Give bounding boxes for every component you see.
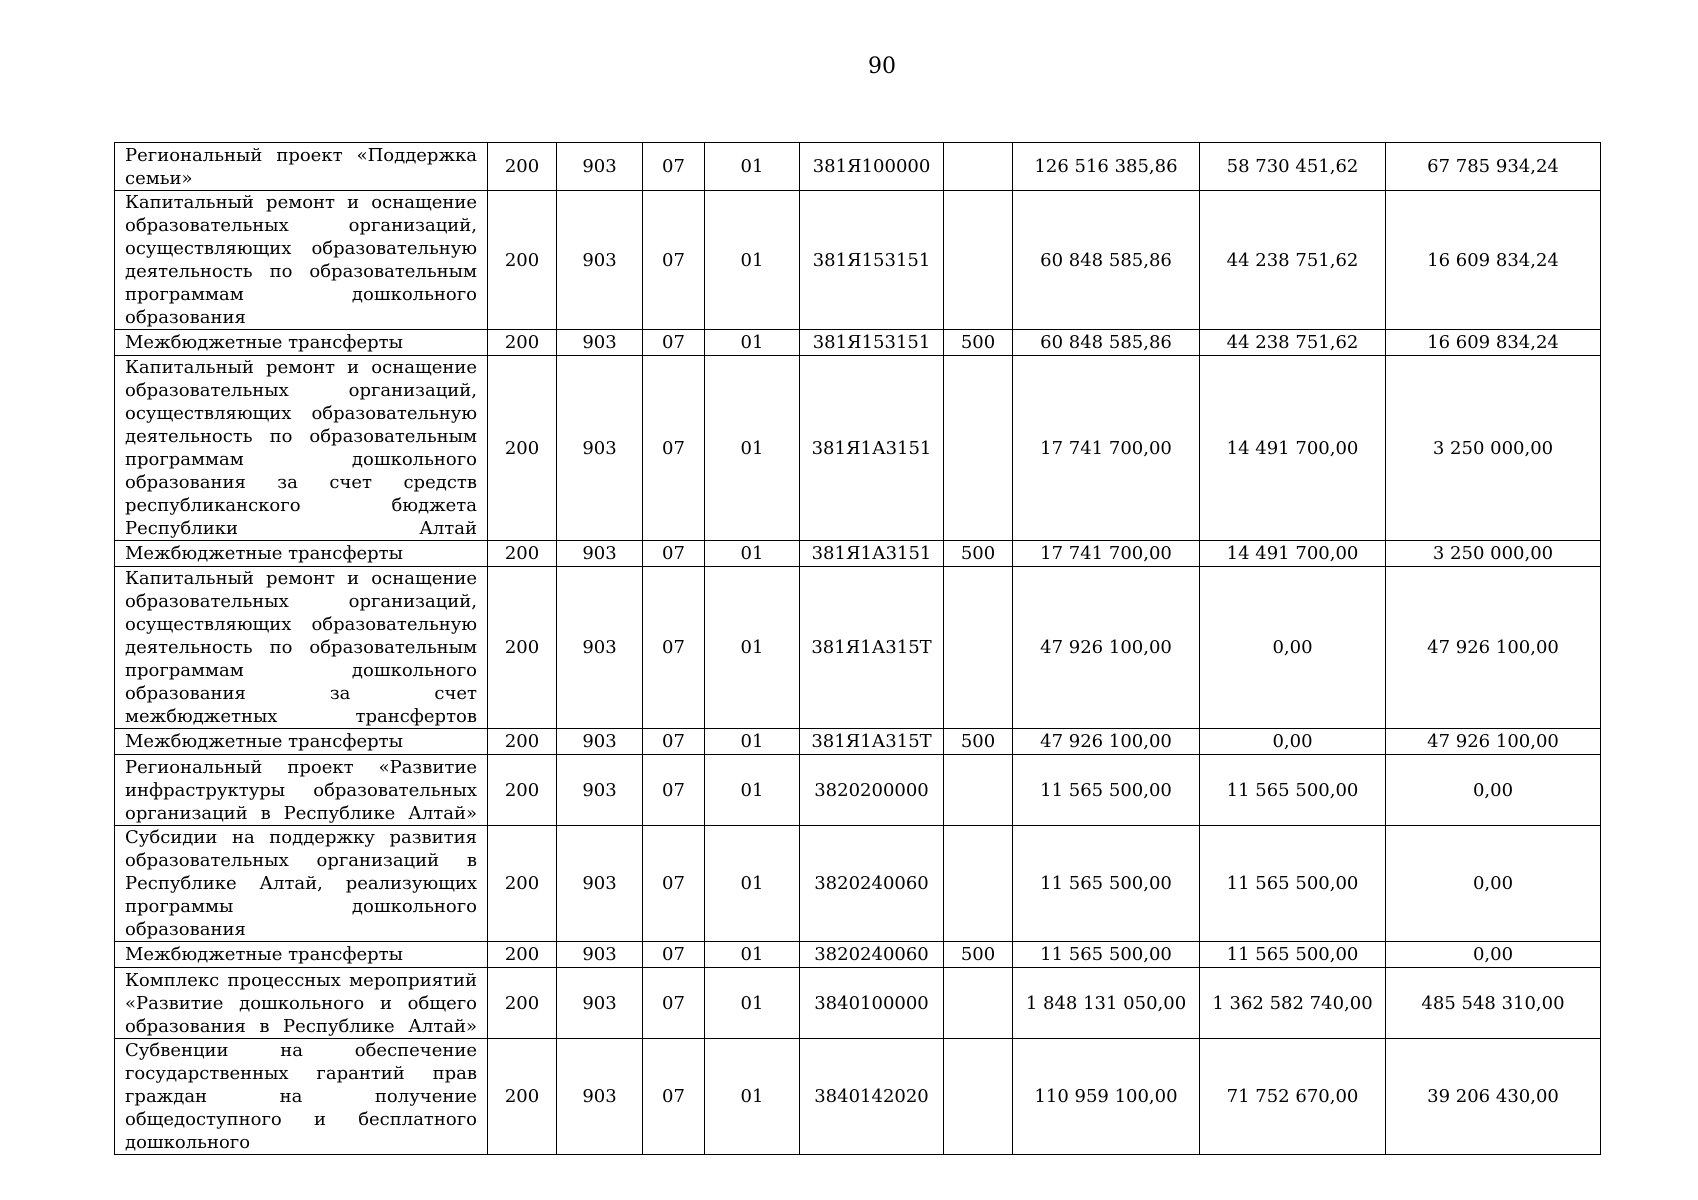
row-section-cell: 07: [643, 191, 705, 330]
row-subsection-cell: 01: [705, 143, 800, 191]
row-amount-total-cell: 110 959 100,00: [1013, 1039, 1200, 1155]
row-section-cell: 07: [643, 541, 705, 567]
row-subsection-cell: 01: [705, 541, 800, 567]
row-target-article-cell: 3820240060: [800, 942, 944, 968]
table-row: [115, 191, 1601, 330]
row-admin-cell: 903: [557, 826, 643, 942]
row-section-cell: 07: [643, 567, 705, 729]
row-name-cell: Региональный проект «Развитие инфраструктуры образовательных организаций в Республике Алтай»: [115, 755, 488, 826]
row-subsection-cell: 01: [705, 1039, 800, 1155]
row-amount-3-cell: 0,00: [1386, 826, 1601, 942]
row-subsection-cell: 01: [705, 729, 800, 755]
row-target-article-cell: 381Я1А3151: [800, 541, 944, 567]
row-expense-type-cell: [944, 143, 1013, 191]
row-amount-total-cell: 11 565 500,00: [1013, 755, 1200, 826]
row-amount-3-cell: 39 206 430,00: [1386, 1039, 1601, 1155]
table-row: [115, 826, 1601, 942]
row-amount-total-cell: 17 741 700,00: [1013, 356, 1200, 541]
row-amount-total-cell: 47 926 100,00: [1013, 567, 1200, 729]
row-admin-cell: 903: [557, 541, 643, 567]
row-amount-3-cell: 485 548 310,00: [1386, 968, 1601, 1039]
row-target-article-cell: 3840100000: [800, 968, 944, 1039]
table-row: [115, 567, 1601, 729]
row-code-cell: 200: [488, 356, 557, 541]
row-amount-2-cell: 11 565 500,00: [1200, 942, 1386, 968]
row-section-cell: 07: [643, 755, 705, 826]
row-amount-2-cell: 14 491 700,00: [1200, 356, 1386, 541]
row-section-cell: 07: [643, 1039, 705, 1155]
row-expense-type-cell: [944, 1039, 1013, 1155]
page-number: 90: [868, 54, 896, 79]
row-admin-cell: 903: [557, 729, 643, 755]
row-admin-cell: 903: [557, 1039, 643, 1155]
row-subsection-cell: 01: [705, 755, 800, 826]
row-amount-3-cell: 16 609 834,24: [1386, 330, 1601, 356]
row-amount-2-cell: 0,00: [1200, 729, 1386, 755]
row-amount-3-cell: 3 250 000,00: [1386, 541, 1601, 567]
row-amount-2-cell: 71 752 670,00: [1200, 1039, 1386, 1155]
row-section-cell: 07: [643, 942, 705, 968]
row-amount-2-cell: 11 565 500,00: [1200, 755, 1386, 826]
row-amount-2-cell: 58 730 451,62: [1200, 143, 1386, 191]
row-name-cell: Региональный проект «Поддержка семьи»: [115, 143, 488, 191]
row-name-cell: Межбюджетные трансферты: [115, 942, 488, 968]
row-amount-3-cell: 0,00: [1386, 755, 1601, 826]
row-amount-2-cell: 14 491 700,00: [1200, 541, 1386, 567]
row-expense-type-cell: [944, 755, 1013, 826]
row-admin-cell: 903: [557, 567, 643, 729]
row-name-cell: Субвенции на обеспечение государственных гарантий прав граждан на получение общедоступного и бесплатного дошкольного: [115, 1039, 488, 1155]
row-amount-total-cell: 11 565 500,00: [1013, 826, 1200, 942]
table-row: [115, 755, 1601, 826]
row-name-cell: Межбюджетные трансферты: [115, 541, 488, 567]
row-expense-type-cell: 500: [944, 729, 1013, 755]
table-row: [115, 356, 1601, 541]
row-amount-2-cell: 0,00: [1200, 567, 1386, 729]
table-row: [115, 942, 1601, 968]
row-amount-3-cell: 67 785 934,24: [1386, 143, 1601, 191]
row-admin-cell: 903: [557, 755, 643, 826]
row-amount-total-cell: 1 848 131 050,00: [1013, 968, 1200, 1039]
row-amount-2-cell: 44 238 751,62: [1200, 330, 1386, 356]
row-amount-3-cell: 47 926 100,00: [1386, 729, 1601, 755]
row-admin-cell: 903: [557, 968, 643, 1039]
row-target-article-cell: 381Я1А315Т: [800, 567, 944, 729]
row-code-cell: 200: [488, 755, 557, 826]
row-expense-type-cell: [944, 567, 1013, 729]
row-subsection-cell: 01: [705, 968, 800, 1039]
row-amount-total-cell: 60 848 585,86: [1013, 330, 1200, 356]
row-subsection-cell: 01: [705, 826, 800, 942]
row-code-cell: 200: [488, 942, 557, 968]
row-subsection-cell: 01: [705, 191, 800, 330]
row-admin-cell: 903: [557, 191, 643, 330]
row-admin-cell: 903: [557, 143, 643, 191]
row-name-cell: Субсидии на поддержку развития образовательных организаций в Республике Алтай, реализующих программы дошкольного образования: [115, 826, 488, 942]
row-amount-total-cell: 60 848 585,86: [1013, 191, 1200, 330]
row-amount-total-cell: 126 516 385,86: [1013, 143, 1200, 191]
row-amount-total-cell: 47 926 100,00: [1013, 729, 1200, 755]
row-subsection-cell: 01: [705, 330, 800, 356]
table-row: [115, 541, 1601, 567]
row-name-cell: Межбюджетные трансферты: [115, 729, 488, 755]
row-code-cell: 200: [488, 1039, 557, 1155]
budget-table: [114, 142, 1601, 1155]
row-code-cell: 200: [488, 968, 557, 1039]
row-code-cell: 200: [488, 191, 557, 330]
row-amount-3-cell: 0,00: [1386, 942, 1601, 968]
row-expense-type-cell: [944, 191, 1013, 330]
table-row: [115, 968, 1601, 1039]
row-section-cell: 07: [643, 356, 705, 541]
row-target-article-cell: 3840142020: [800, 1039, 944, 1155]
row-subsection-cell: 01: [705, 942, 800, 968]
row-admin-cell: 903: [557, 356, 643, 541]
row-amount-2-cell: 1 362 582 740,00: [1200, 968, 1386, 1039]
row-section-cell: 07: [643, 143, 705, 191]
row-amount-3-cell: 3 250 000,00: [1386, 356, 1601, 541]
row-code-cell: 200: [488, 826, 557, 942]
row-expense-type-cell: [944, 968, 1013, 1039]
table-row: [115, 330, 1601, 356]
row-section-cell: 07: [643, 826, 705, 942]
row-expense-type-cell: 500: [944, 330, 1013, 356]
row-name-cell: Межбюджетные трансферты: [115, 330, 488, 356]
row-expense-type-cell: 500: [944, 541, 1013, 567]
row-target-article-cell: 381Я1А3151: [800, 356, 944, 541]
row-section-cell: 07: [643, 330, 705, 356]
row-subsection-cell: 01: [705, 567, 800, 729]
row-code-cell: 200: [488, 143, 557, 191]
row-target-article-cell: 381Я153151: [800, 330, 944, 356]
row-expense-type-cell: [944, 356, 1013, 541]
row-code-cell: 200: [488, 541, 557, 567]
row-name-cell: Капитальный ремонт и оснащение образовательных организаций, осуществляющих образовательную деятельность по образовательным программам дошкольного образования: [115, 191, 488, 330]
row-expense-type-cell: [944, 826, 1013, 942]
row-section-cell: 07: [643, 729, 705, 755]
table-row: [115, 1039, 1601, 1155]
row-code-cell: 200: [488, 567, 557, 729]
row-amount-total-cell: 11 565 500,00: [1013, 942, 1200, 968]
row-admin-cell: 903: [557, 330, 643, 356]
row-name-cell: Капитальный ремонт и оснащение образовательных организаций, осуществляющих образовательную деятельность по образовательным программам дошкольного образования за счет межбюджетных трансфертов: [115, 567, 488, 729]
row-code-cell: 200: [488, 330, 557, 356]
table-row: [115, 143, 1601, 191]
row-target-article-cell: 3820240060: [800, 826, 944, 942]
row-expense-type-cell: 500: [944, 942, 1013, 968]
row-amount-3-cell: 47 926 100,00: [1386, 567, 1601, 729]
row-amount-2-cell: 44 238 751,62: [1200, 191, 1386, 330]
row-target-article-cell: 381Я1А315Т: [800, 729, 944, 755]
row-code-cell: 200: [488, 729, 557, 755]
row-subsection-cell: 01: [705, 356, 800, 541]
row-admin-cell: 903: [557, 942, 643, 968]
row-amount-3-cell: 16 609 834,24: [1386, 191, 1601, 330]
table-row: [115, 729, 1601, 755]
row-section-cell: 07: [643, 968, 705, 1039]
row-amount-total-cell: 17 741 700,00: [1013, 541, 1200, 567]
row-target-article-cell: 381Я100000: [800, 143, 944, 191]
row-name-cell: Комплекс процессных мероприятий «Развитие дошкольного и общего образования в Республике Алтай»: [115, 968, 488, 1039]
row-target-article-cell: 3820200000: [800, 755, 944, 826]
row-amount-2-cell: 11 565 500,00: [1200, 826, 1386, 942]
row-name-cell: Капитальный ремонт и оснащение образовательных организаций, осуществляющих образовательную деятельность по образовательным программам дошкольного образования за счет средств республиканского бюджета Республики Алтай: [115, 356, 488, 541]
row-target-article-cell: 381Я153151: [800, 191, 944, 330]
